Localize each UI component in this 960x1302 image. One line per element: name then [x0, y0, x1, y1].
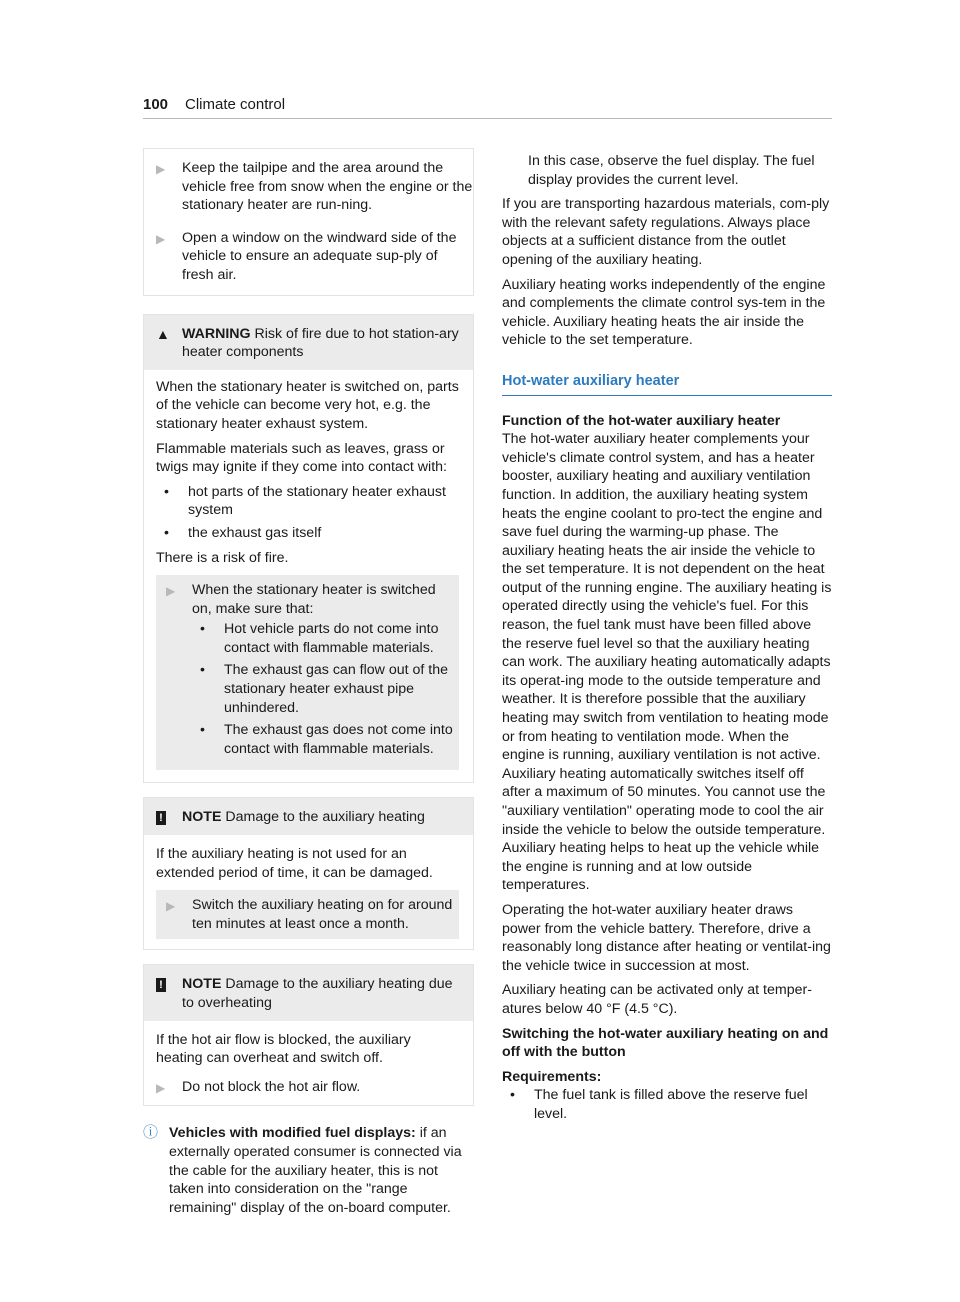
info-icon: ⓘ — [143, 1124, 159, 1142]
subheading: Function of the hot-water auxiliary heater — [502, 412, 781, 429]
note-title: Damage to the auxiliary heating due to overheating — [182, 976, 453, 1011]
step-text: Keep the tailpipe and the area around the vehicle free from snow when the engine or the stationary heater are run-ning. — [182, 160, 473, 214]
note-box — [143, 964, 474, 1106]
warning-step-text: When the stationary heater is switched on, make sure that: — [192, 582, 436, 617]
note-text: If the auxiliary heating is not used for an extended period of time, it can be damaged. — [156, 846, 433, 881]
bullet-text: Hot vehicle parts do not come into contact with flammable materials. — [224, 621, 439, 656]
arrow-icon: ▶ — [156, 162, 166, 176]
note-label: NOTE — [182, 809, 222, 826]
exclamation-icon: ! — [156, 808, 182, 827]
right-column — [502, 152, 832, 1130]
note-box — [143, 797, 474, 950]
list-item: • hot parts of the stationary heater exhaust system — [156, 483, 461, 520]
paragraph: Auxiliary heating can be activated only at temper-atures below 40 °F (4.5 °C). — [502, 982, 812, 1017]
paragraph: The hot-water auxiliary heater complements your vehicle's climate control system, and has a heater booster, auxiliary heating and auxiliary ventilation function. In addition, the auxiliary heating system heats the engine coolant to pro-tect the engine and save fuel during the warming-up phase. The auxiliary heating heats the air inside the vehicle to the set temperature. It is not dependent on the heat output of the running engine. The auxiliary heating is operated directly using the vehicle's fuel. For this reason, the fuel tank must have been filled above the reserve fuel level so that the auxiliary heating can work. The auxiliary heating automatically adapts its operat-ing mode to the outside temperature and weather. It is therefore possible that the auxiliary heating may switch from ventilation to heating mode or from heating to ventilation mode. When the engine is running, auxiliary ventilation is not active. Auxiliary heating automatically switches itself off after a maximum of 50 minutes. You cannot use the "auxiliary ventilation" operating mode to cool the air inside the vehicle to below the outside temperature. Auxiliary heating helps to heat up the vehicle while the engine is running and at low outside temperatures. — [502, 431, 832, 894]
arrow-icon: ▶ — [156, 1080, 166, 1095]
paragraph: If you are transporting hazardous materials, com-ply with the relevant safety regulations. Always place objects at a sufficient distance from the outlet opening of the auxiliary heating. — [502, 196, 830, 268]
left-column — [143, 148, 474, 1217]
arrow-icon: ▶ — [156, 231, 166, 246]
warning-paragraph: When the stationary heater is switched on, parts of the vehicle can become very hot, e.g. the stationary heater exhaust system. — [156, 378, 459, 432]
warning-body — [144, 370, 473, 567]
list-item: • The fuel tank is filled above the reserve fuel level. — [502, 1086, 832, 1123]
list-item: • The exhaust gas can flow out of the stationary heater exhaust pipe unhindered. — [192, 661, 459, 717]
subheading: Switching the hot-water auxiliary heating on and off with the button — [502, 1025, 829, 1061]
step-text: Open a window on the windward side of the vehicle to ensure an adequate sup-ply of fresh air. — [182, 229, 457, 283]
note-body — [144, 1021, 473, 1068]
note-header — [144, 798, 473, 835]
warning-triangle-icon: ▲ — [156, 325, 170, 342]
info-text-wrap — [169, 1124, 474, 1217]
note-header — [144, 965, 473, 1020]
note-text: If the hot air flow is blocked, the auxiliary heating can overheat and switch off. — [156, 1031, 411, 1067]
requirements-label: Requirements: — [502, 1068, 602, 1085]
paragraph: Operating the hot-water auxiliary heater draws power from the vehicle battery. Therefore, drive a reasonably long distance after heating or ventilat-ing the vehicle twice in succession at most. — [502, 901, 831, 974]
bullet-text: The exhaust gas can flow out of the stationary heater exhaust pipe unhindered. — [224, 662, 448, 716]
note-step — [144, 1078, 473, 1098]
section-title: Climate control — [185, 96, 286, 113]
note-step-text: Do not block the hot air flow. — [182, 1078, 361, 1095]
note-step — [156, 890, 459, 939]
warning-title: Risk of fire due to hot station-ary heater components — [182, 325, 459, 361]
step-item — [144, 159, 473, 215]
warning-header — [144, 315, 473, 370]
warning-box — [143, 314, 474, 784]
info-bold: Vehicles with modified fuel displays: — [169, 1125, 416, 1142]
warning-title-wrap — [182, 325, 461, 362]
page-number: 100 — [143, 96, 169, 113]
note-body — [144, 835, 473, 882]
step-item — [144, 229, 473, 285]
note-title-wrap — [182, 808, 425, 827]
note-title-wrap — [182, 975, 461, 1012]
warning-paragraph: There is a risk of fire. — [156, 549, 289, 566]
list-item: • The exhaust gas does not come into contact with flammable materials. — [192, 721, 459, 758]
exclamation-icon: ! — [156, 975, 182, 1012]
list-item: • the exhaust gas itself — [164, 524, 322, 541]
bullet-text: The fuel tank is filled above the reserve fuel level. — [534, 1087, 808, 1122]
arrow-icon: ▶ — [166, 584, 176, 599]
page-header — [143, 94, 832, 119]
note-label: NOTE — [182, 976, 222, 993]
bullet-text: hot parts of the stationary heater exhaust system — [188, 483, 446, 519]
bullet-text: the exhaust gas itself — [188, 524, 322, 541]
note-title: Damage to the auxiliary heating — [225, 809, 425, 826]
bullet-text: The exhaust gas does not come into contact with flammable materials. — [224, 722, 453, 757]
paragraph: Auxiliary heating works independently of the engine and complements the climate control sys-tem in the vehicle. Auxiliary heating heats the air inside the vehicle to the set temperature. — [502, 276, 826, 349]
warning-step — [156, 575, 459, 770]
warning-paragraph: Flammable materials such as leaves, grass or twigs may ignite if they come into contact with: — [156, 440, 447, 476]
paragraph: In this case, observe the fuel display. The fuel display provides the current level. — [528, 153, 815, 188]
list-item: • Hot vehicle parts do not come into contact with flammable materials. — [192, 620, 459, 657]
warning-step-bullets — [192, 620, 459, 758]
warning-step-body — [192, 581, 459, 764]
note-step-text: Switch the auxiliary heating on for around ten minutes at least once a month. — [192, 897, 453, 932]
warning-label: WARNING — [182, 325, 251, 342]
section-heading: Hot-water auxiliary heater — [502, 372, 832, 396]
info-block — [143, 1124, 474, 1217]
warning-bullets — [156, 483, 461, 543]
requirements-list — [502, 1086, 832, 1123]
arrow-icon: ▶ — [166, 899, 176, 914]
info-text: if an externally operated consumer is connected via the cable for the auxiliary heater, this is not taken into consideration on the "range remaining" display of the on-board computer. — [169, 1125, 462, 1216]
steps-box — [143, 148, 474, 296]
